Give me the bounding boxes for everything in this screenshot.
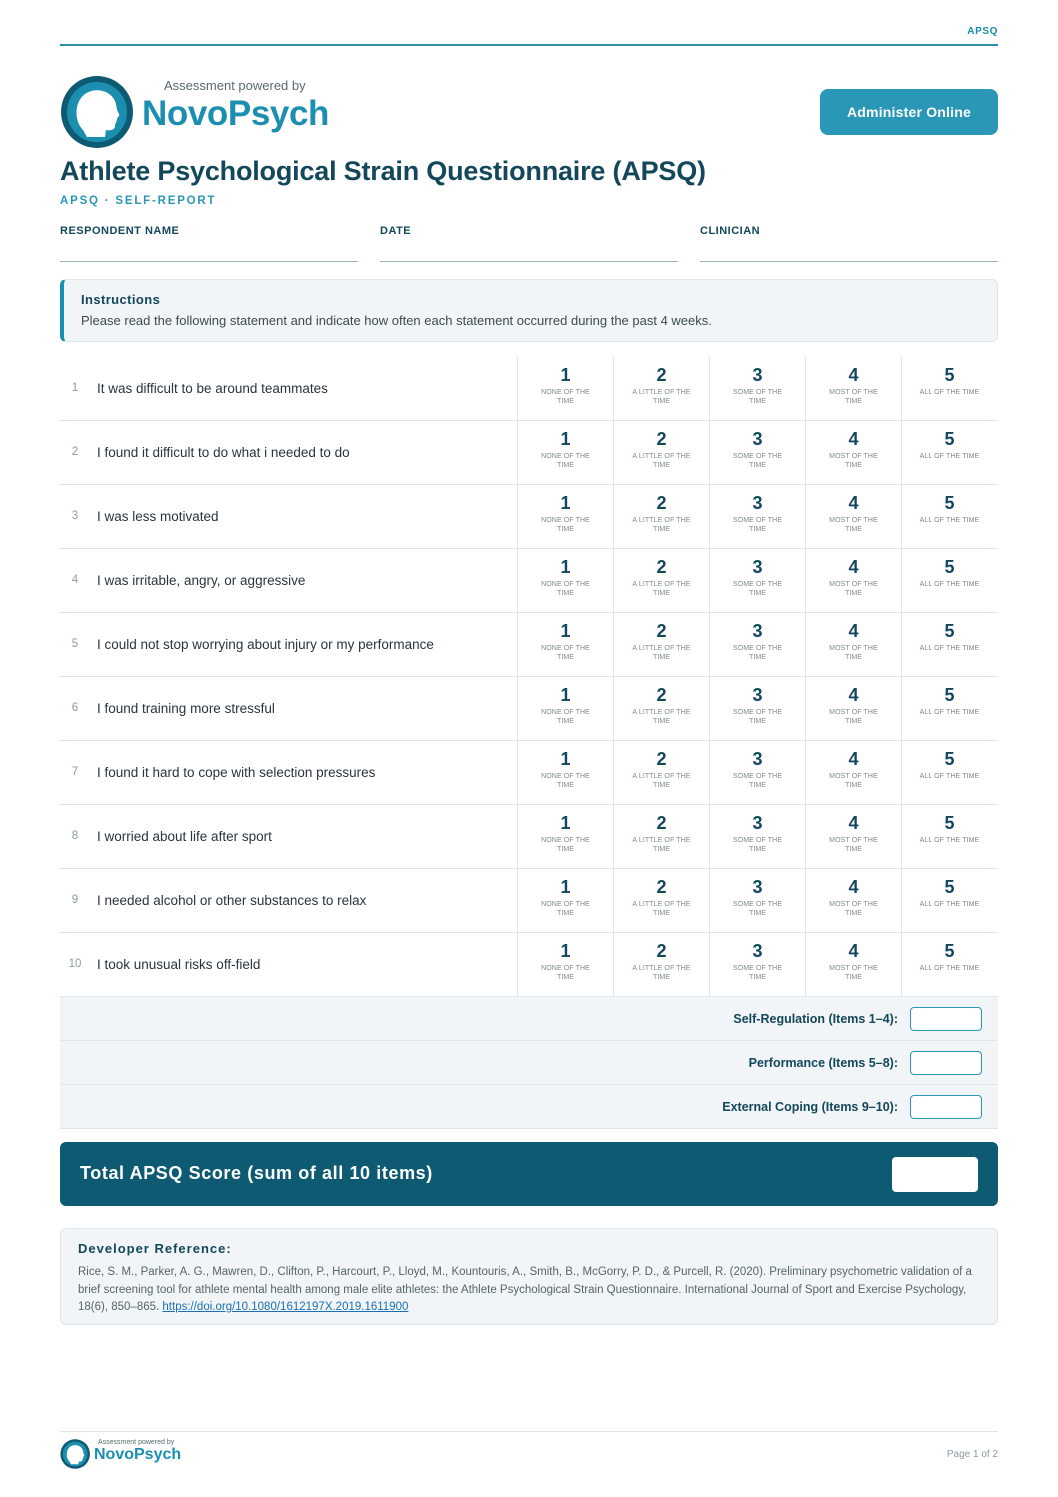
item-text: I worried about life after sport [97,829,272,844]
response-option-label: MOST OF THE TIME [829,581,878,597]
response-option-4[interactable] [805,933,901,996]
total-score-bar [60,1142,998,1206]
response-option-value: 4 [848,493,859,513]
response-option-value: 2 [656,429,667,449]
response-option-1[interactable] [517,933,613,996]
footer-logo [60,1438,190,1472]
response-option-value: 5 [944,941,955,961]
response-option-label: MOST OF THE TIME [829,517,878,533]
item-row [60,485,998,549]
response-option-3[interactable] [709,357,805,420]
item-number: 5 [71,638,79,650]
logo-wordmark: NovoPsych [142,94,330,133]
reference-doi-link[interactable]: https://doi.org/10.1080/1612197X.2019.1611900 [162,1301,409,1313]
subscale-label: Performance (Items 5–8): [748,1056,898,1070]
response-option-1[interactable] [517,677,613,740]
response-option-value: 3 [752,685,763,705]
item-row [60,933,998,997]
item-number: 1 [71,382,79,394]
response-option-value: 5 [944,365,955,385]
item-number: 6 [71,702,79,714]
item-number: 7 [71,766,79,778]
item-row [60,677,998,741]
response-option-value: 1 [560,557,571,577]
response-option-value: 2 [656,877,667,897]
item-text: I could not stop worrying about injury or my performance [97,637,434,652]
response-option-value: 2 [656,813,667,833]
response-option-5[interactable] [901,741,997,804]
item-number: 8 [71,830,79,842]
response-option-value: 4 [848,621,859,641]
response-option-label: ALL OF THE TIME [919,517,980,524]
response-option-4[interactable] [805,869,901,932]
response-option-label: SOME OF THE TIME [732,645,783,661]
response-option-label: MOST OF THE TIME [829,773,878,789]
total-score-input[interactable] [892,1157,978,1192]
reference-text [78,1264,981,1317]
response-option-5[interactable] [901,933,997,996]
response-option-3[interactable] [709,805,805,868]
response-option-value: 3 [752,941,763,961]
response-option-label: NONE OF THE TIME [541,453,590,469]
response-option-1[interactable] [517,805,613,868]
response-option-label: NONE OF THE TIME [541,773,590,789]
subscale-row [60,997,998,1041]
response-option-3[interactable] [709,933,805,996]
response-option-2[interactable] [613,677,709,740]
response-option-5[interactable] [901,869,997,932]
response-option-label: ALL OF THE TIME [919,453,980,460]
response-option-4[interactable] [805,485,901,548]
page-title: Athlete Psychological Strain Questionnaire (APSQ) [60,156,706,186]
response-option-value: 4 [848,877,859,897]
response-option-1[interactable] [517,485,613,548]
response-option-3[interactable] [709,549,805,612]
response-option-value: 5 [944,557,955,577]
administer-online-button[interactable]: Administer Online [820,89,998,135]
response-option-value: 5 [944,429,955,449]
response-option-value: 1 [560,941,571,961]
response-option-4[interactable] [805,357,901,420]
response-option-label: A LITTLE OF THE TIME [632,645,691,661]
questionnaire-items [60,357,998,997]
response-option-value: 3 [752,749,763,769]
response-option-5[interactable] [901,421,997,484]
item-row [60,357,998,421]
response-option-value: 1 [560,877,571,897]
response-option-label: SOME OF THE TIME [732,837,783,853]
response-option-value: 3 [752,557,763,577]
response-option-2[interactable] [613,549,709,612]
response-option-label: A LITTLE OF THE TIME [632,773,691,789]
response-option-label: NONE OF THE TIME [541,645,590,661]
response-option-value: 1 [560,749,571,769]
response-option-label: ALL OF THE TIME [919,645,980,652]
response-option-1[interactable] [517,421,613,484]
response-option-label: NONE OF THE TIME [541,517,590,533]
subscale-scores [60,997,998,1129]
response-option-value: 3 [752,365,763,385]
response-option-value: 1 [560,813,571,833]
response-option-5[interactable] [901,549,997,612]
response-option-value: 4 [848,813,859,833]
response-option-4[interactable] [805,421,901,484]
response-option-value: 2 [656,685,667,705]
response-option-label: SOME OF THE TIME [732,709,783,725]
response-option-value: 5 [944,621,955,641]
item-text: I needed alcohol or other substances to relax [97,893,367,908]
date-field[interactable] [380,225,678,262]
response-option-2[interactable] [613,869,709,932]
response-option-label: A LITTLE OF THE TIME [632,453,691,469]
response-option-label: SOME OF THE TIME [732,773,783,789]
response-option-label: SOME OF THE TIME [732,581,783,597]
subscale-score-input[interactable] [910,1051,982,1075]
item-row [60,421,998,485]
item-row [60,613,998,677]
response-option-3[interactable] [709,421,805,484]
response-option-4[interactable] [805,549,901,612]
response-option-value: 4 [848,685,859,705]
response-option-3[interactable] [709,485,805,548]
response-option-label: MOST OF THE TIME [829,453,878,469]
developer-reference [60,1228,998,1325]
response-option-label: SOME OF THE TIME [732,965,783,981]
response-option-value: 1 [560,429,571,449]
subscale-row [60,1041,998,1085]
item-text: It was difficult to be around teammates [97,381,328,396]
item-number: 10 [68,958,82,970]
item-number: 2 [71,446,79,458]
date-label: DATE [380,225,412,237]
response-option-value: 2 [656,557,667,577]
response-option-value: 2 [656,365,667,385]
response-option-label: MOST OF THE TIME [829,389,878,405]
response-option-label: A LITTLE OF THE TIME [632,517,691,533]
response-option-label: NONE OF THE TIME [541,965,590,981]
response-option-1[interactable] [517,357,613,420]
response-option-value: 1 [560,621,571,641]
response-option-label: SOME OF THE TIME [732,453,783,469]
response-option-4[interactable] [805,741,901,804]
response-option-label: A LITTLE OF THE TIME [632,901,691,917]
response-option-value: 4 [848,749,859,769]
page [60,0,998,1497]
subscale-row [60,1085,998,1129]
response-option-value: 1 [560,493,571,513]
subscale-score-input[interactable] [910,1095,982,1119]
response-option-5[interactable] [901,485,997,548]
subscale-label: Self-Regulation (Items 1–4): [733,1012,898,1026]
head-logo-icon [60,74,138,150]
response-option-4[interactable] [805,613,901,676]
response-option-label: NONE OF THE TIME [541,901,590,917]
footer-divider [60,1431,998,1432]
response-option-2[interactable] [613,933,709,996]
footer-wordmark: NovoPsych [94,1446,182,1463]
respondent-name-field[interactable] [60,225,358,262]
item-row [60,869,998,933]
item-text: I took unusual risks off-field [97,957,261,972]
response-option-4[interactable] [805,805,901,868]
header-divider [60,44,998,46]
response-option-3[interactable] [709,869,805,932]
response-option-label: MOST OF THE TIME [829,965,878,981]
response-option-value: 5 [944,685,955,705]
page-number: Page 1 of 2 [946,1449,998,1460]
response-option-label: MOST OF THE TIME [829,837,878,853]
response-option-1[interactable] [517,869,613,932]
response-option-label: SOME OF THE TIME [732,389,783,405]
instructions-title: Instructions [81,292,161,307]
reference-citation: Rice, S. M., Parker, A. G., Mawren, D., Clifton, P., Harcourt, P., Lloyd, M., Kountouris, A., Smith, B., McGorry, P. D., & Purcell, R. (2020). Preliminary psychometric validation of a brief screening tool for athlete mental health among male elite athletes: the Athlete Psychological Strain Questionnaire. International Journal of Sport and Exercise Psychology, 18(6), 850–865. [78,1266,972,1313]
total-score-label: Total APSQ Score (sum of all 10 items) [80,1163,433,1183]
response-option-label: A LITTLE OF THE TIME [632,709,691,725]
response-option-2[interactable] [613,485,709,548]
response-option-3[interactable] [709,677,805,740]
item-text: I found it hard to cope with selection pressures [97,765,376,780]
response-option-2[interactable] [613,421,709,484]
footer-powered-text: Assessment powered by [98,1439,175,1446]
response-option-label: A LITTLE OF THE TIME [632,837,691,853]
response-option-value: 4 [848,941,859,961]
response-option-label: NONE OF THE TIME [541,709,590,725]
response-option-label: ALL OF THE TIME [919,709,980,716]
response-option-2[interactable] [613,805,709,868]
response-option-value: 3 [752,621,763,641]
response-option-label: ALL OF THE TIME [919,965,980,972]
response-option-value: 2 [656,621,667,641]
response-option-label: MOST OF THE TIME [829,709,878,725]
response-option-4[interactable] [805,677,901,740]
response-option-label: A LITTLE OF THE TIME [632,965,691,981]
respondent-name-label: RESPONDENT NAME [60,225,180,237]
subscale-score-input[interactable] [910,1007,982,1031]
novopsych-logo [60,72,350,150]
response-option-5[interactable] [901,357,997,420]
response-option-value: 5 [944,493,955,513]
response-option-value: 2 [656,941,667,961]
response-option-3[interactable] [709,741,805,804]
response-option-5[interactable] [901,677,997,740]
response-option-label: ALL OF THE TIME [919,581,980,588]
response-option-value: 2 [656,749,667,769]
item-text: I was irritable, angry, or aggressive [97,573,306,588]
page-subtitle: APSQ · SELF-REPORT [60,195,217,207]
response-option-label: ALL OF THE TIME [919,773,980,780]
item-row [60,741,998,805]
response-option-2[interactable] [613,741,709,804]
response-option-value: 3 [752,493,763,513]
instructions-box [60,279,998,342]
response-option-value: 5 [944,877,955,897]
subscale-label: External Coping (Items 9–10): [722,1100,898,1114]
response-option-value: 5 [944,813,955,833]
header-tag: APSQ [967,26,998,37]
item-number: 4 [71,574,79,586]
response-option-label: MOST OF THE TIME [829,645,878,661]
response-option-2[interactable] [613,357,709,420]
response-option-label: SOME OF THE TIME [732,517,783,533]
response-option-label: NONE OF THE TIME [541,389,590,405]
response-option-1[interactable] [517,741,613,804]
response-option-label: ALL OF THE TIME [919,837,980,844]
response-option-value: 4 [848,365,859,385]
response-option-1[interactable] [517,549,613,612]
item-number: 9 [71,894,79,906]
response-option-3[interactable] [709,613,805,676]
response-option-label: A LITTLE OF THE TIME [632,389,691,405]
logo-powered-text: Assessment powered by [164,78,306,93]
response-option-label: ALL OF THE TIME [919,389,980,396]
response-option-value: 4 [848,557,859,577]
response-option-label: NONE OF THE TIME [541,581,590,597]
response-option-value: 1 [560,365,571,385]
item-row [60,805,998,869]
clinician-field[interactable] [700,225,998,262]
response-option-5[interactable] [901,613,997,676]
response-option-label: A LITTLE OF THE TIME [632,581,691,597]
response-option-label: NONE OF THE TIME [541,837,590,853]
respondent-fields [60,225,998,265]
item-text: I found training more stressful [97,701,275,716]
footer-head-logo-icon [60,1438,92,1470]
response-option-5[interactable] [901,805,997,868]
response-option-value: 1 [560,685,571,705]
response-option-1[interactable] [517,613,613,676]
response-option-value: 3 [752,429,763,449]
response-option-value: 3 [752,877,763,897]
item-text: I was less motivated [97,509,219,524]
response-option-value: 3 [752,813,763,833]
clinician-label: CLINICIAN [700,225,761,237]
response-option-2[interactable] [613,613,709,676]
response-option-value: 5 [944,749,955,769]
response-option-value: 4 [848,429,859,449]
item-text: I found it difficult to do what i needed to do [97,445,350,460]
item-row [60,549,998,613]
reference-title: Developer Reference: [78,1241,232,1256]
item-number: 3 [71,510,79,522]
response-option-value: 2 [656,493,667,513]
instructions-text: Please read the following statement and indicate how often each statement occurred during the past 4 weeks. [81,313,712,328]
response-option-label: SOME OF THE TIME [732,901,783,917]
response-option-label: MOST OF THE TIME [829,901,878,917]
response-option-label: ALL OF THE TIME [919,901,980,908]
